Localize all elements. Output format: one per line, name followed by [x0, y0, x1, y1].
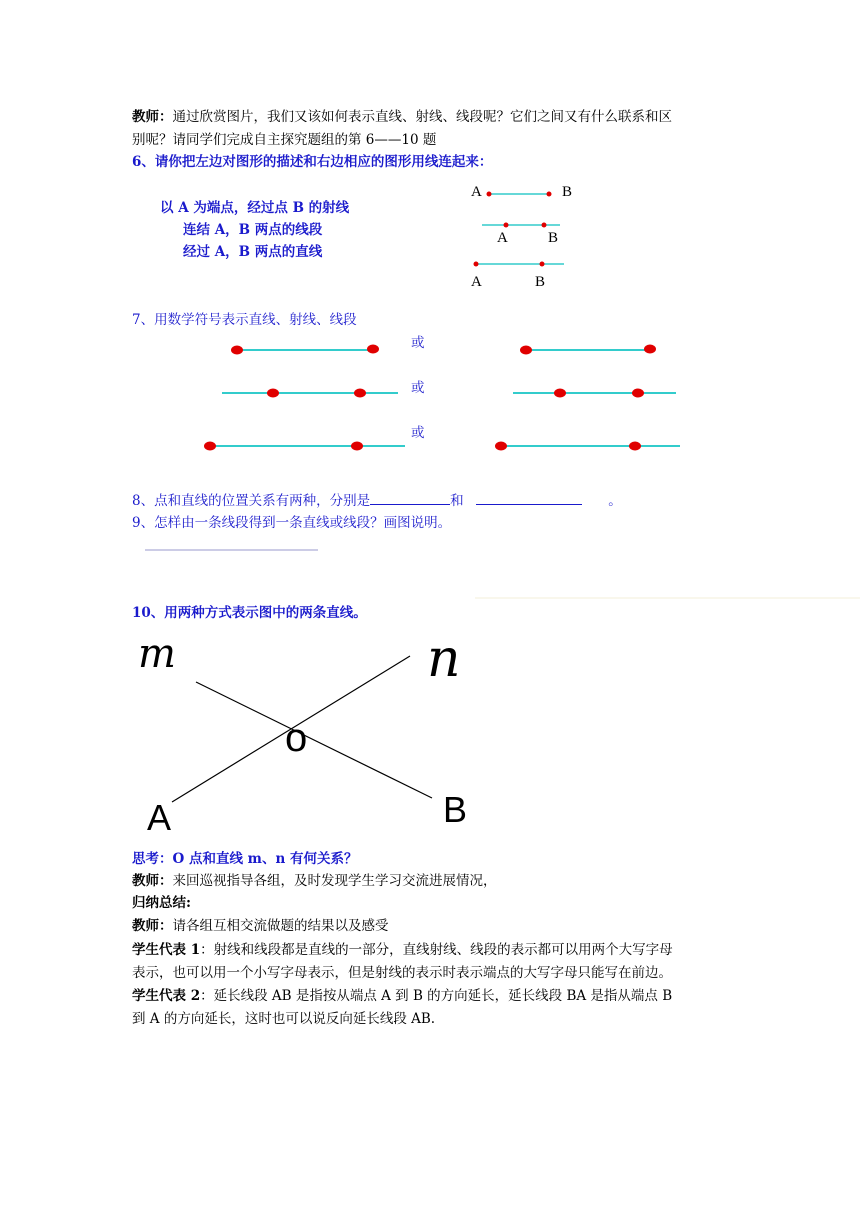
q10-title: 10、用两种方式表示图中的两条直线。: [132, 605, 367, 621]
q8-and: 和: [450, 493, 464, 509]
speaker-label: 教师：: [132, 873, 173, 889]
speaker-label: 学生代表 2: [132, 988, 201, 1004]
q7-right-line: [513, 389, 676, 398]
q8-blank-2[interactable]: [476, 490, 582, 505]
q7-title: 7、用数学符号表示直线、射线、线段: [132, 312, 357, 328]
q9-text: 9、怎样由一条线段得到一条直线或线段？画图说明。: [132, 515, 452, 531]
q8-blank-1[interactable]: [370, 490, 450, 505]
q6-title: 6、请你把左边对图形的描述和右边相应的图形用线连起来：: [132, 154, 493, 170]
intro-line-2: 别呢？请同学们完成自主探究题组的第 6——10 题: [132, 132, 437, 148]
q6-label-a2: A: [497, 230, 508, 246]
student2-line-2: 到 A 的方向延长，这时也可以说反向延长线段 AB.: [132, 1011, 436, 1027]
q6-item-line: 经过 A，B 两点的直线: [183, 244, 323, 260]
student1-line-2: 表示，也可以用一个小写字母表示，但是射线的表示时表示端点的大写字母只能写在前边。: [132, 965, 672, 981]
line-m: [196, 682, 432, 798]
q6-label-b3: B: [535, 274, 546, 290]
q6-figure-segment: [487, 192, 552, 197]
summary-heading: 归纳总结:: [132, 895, 191, 911]
speaker-label: 教师：: [132, 109, 173, 125]
point-b: [542, 223, 547, 228]
q7-left-ray: [204, 442, 405, 451]
point-b: [547, 192, 552, 197]
q10-label-o: o: [285, 716, 308, 760]
q8-end: 。: [608, 493, 622, 509]
speaker-label: 教师：: [132, 918, 173, 934]
q7-right-segment: [520, 345, 656, 355]
q7-or-1: 或: [411, 335, 425, 351]
q6-label-a1: A: [471, 184, 482, 200]
student1-text-1: ：射线和线段都是直线的一部分，直线射线、线段的表示都可以用两个大写字母: [200, 942, 673, 958]
intro-text: 通过欣赏图片，我们又该如何表示直线、射线、线段呢？它们之间又有什么联系和区: [172, 109, 672, 125]
q6-figure-line: [482, 223, 560, 228]
q7-left-line: [222, 389, 398, 398]
q7-right-ray: [495, 442, 680, 451]
q10-label-a: A: [147, 797, 172, 838]
q6-label-b2: B: [548, 230, 559, 246]
q10-label-n: n: [427, 629, 461, 689]
q10-label-b: B: [443, 789, 468, 830]
teacher-line-3: [132, 915, 389, 937]
q6-item-ray: 以 A 为端点，经过点 B 的射线: [160, 200, 350, 216]
q6-figure-ray: [474, 262, 565, 267]
teacher-line-2: [132, 870, 497, 892]
teacher2-text: 来回巡视指导各组，及时发现学生学习交流进展情况，: [172, 873, 497, 889]
q7-or-2: 或: [411, 380, 425, 396]
point-b: [540, 262, 545, 267]
q6-item-segment: 连结 A，B 两点的线段: [183, 222, 323, 238]
q6-label-b1: B: [562, 184, 573, 200]
student2-text-1: ：延长线段 AB 是指按从端点 A 到 B 的方向延长，延长线段 BA 是指从端点 B: [200, 988, 673, 1004]
think-question: 思考：O 点和直线 m、n 有何关系？: [132, 851, 358, 867]
speaker-label: 学生代表 1: [132, 942, 201, 958]
q7-left-segment: [231, 345, 379, 355]
q7-or-3: 或: [411, 425, 425, 441]
point-a: [504, 223, 509, 228]
q8-text: 8、点和直线的位置关系有两种，分别是: [132, 493, 371, 509]
q8-line: [132, 490, 622, 512]
q10-label-m: m: [138, 631, 176, 677]
point-a: [474, 262, 479, 267]
student2-line-1: [132, 985, 672, 1007]
q6-label-a3: A: [471, 274, 482, 290]
point-a: [487, 192, 492, 197]
teacher3-text: 请各组互相交流做题的结果以及感受: [172, 918, 389, 934]
student1-line-1: [132, 939, 673, 961]
